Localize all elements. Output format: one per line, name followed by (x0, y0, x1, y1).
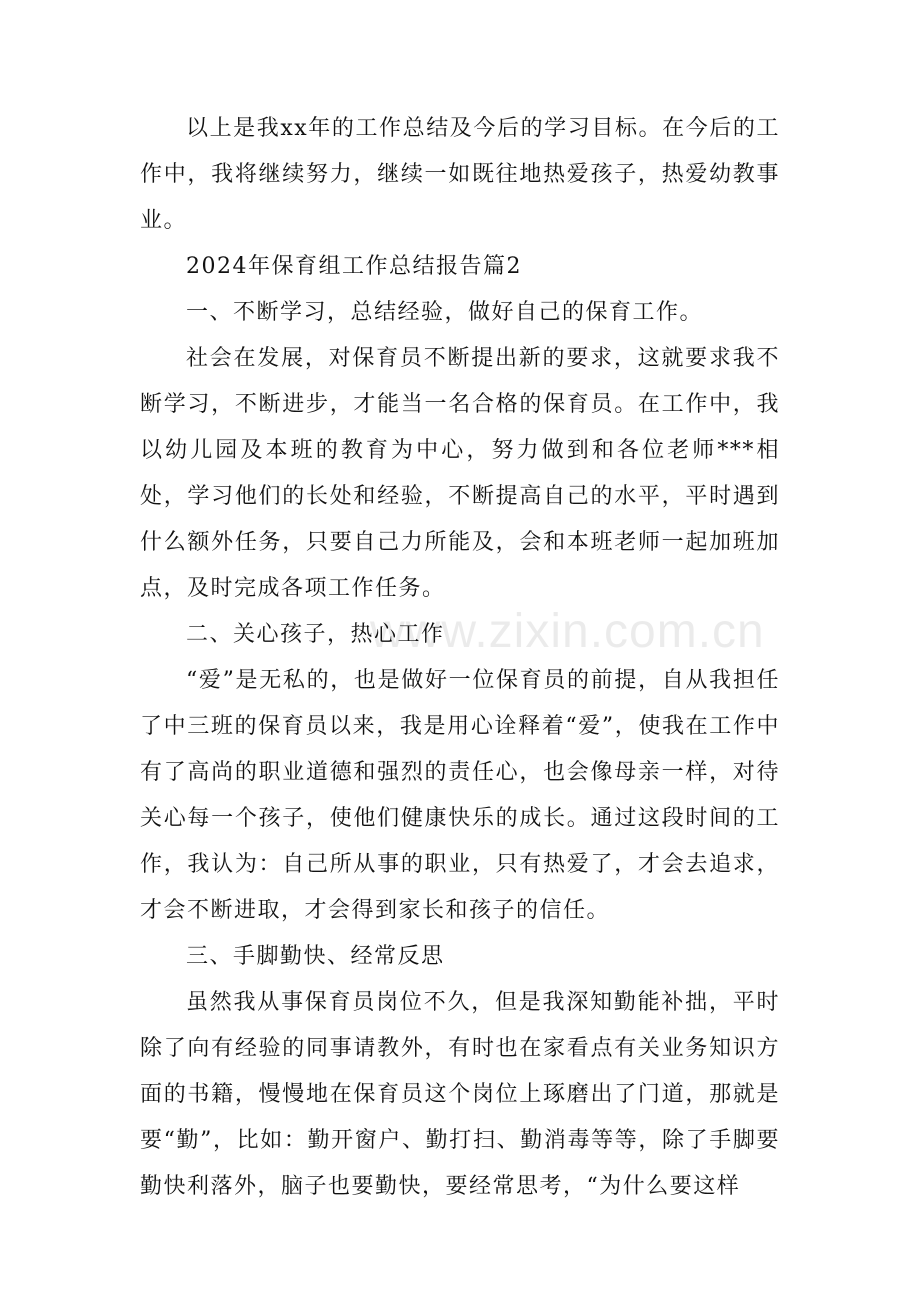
article-title: 2024年保育组工作总结报告篇2 (186, 254, 522, 279)
section-heading-1: 一、不断学习，总结经验，做好自己的保育工作。 (186, 300, 704, 325)
body-paragraph: “爱”是无私的，也是做好一位保育员的前提，自从我担任了中三班的保育员以来，我是用心诠释着“爱”，使我在工作中有了高尚的职业道德和强烈的责任心，也会像母亲一样，对待关心每一个孩子，使他们健康快乐的成长。通过这段时间的工作，我认为：自己所从事的职业，只有热爱了，才会去追求，才会不断进取，才会得到家长和孩子的信任。 (140, 668, 780, 923)
body-paragraph: 虽然我从事保育员岗位不久，但是我深知勤能补拙，平时除了向有经验的同事请教外，有时也在家看点有关业务知识方面的书籍，慢慢地在保育员这个岗位上琢磨出了门道，那就是要“勤”，比如：勤开窗户、勤打扫、勤消毒等等，除了手脚要勤快利落外，脑子也要勤快，要经常思考，“为什么要这样 (140, 990, 780, 1199)
section-heading-2: 二、关心孩子，热心工作 (186, 622, 445, 647)
section-heading-3: 三、手脚勤快、经常反思 (186, 944, 445, 969)
body-paragraph: 社会在发展，对保育员不断提出新的要求，这就要求我不断学习，不断进步，才能当一名合格的保育员。在工作中，我以幼儿园及本班的教育为中心，努力做到和各位老师***相处，学习他们的长处和经验，不断提高自己的水平，平时遇到什么额外任务，只要自己力所能及，会和本班老师一起加班加点，及时完成各项工作任务。 (140, 346, 780, 601)
watermark: www.zixin.com.cn (370, 605, 765, 658)
closing-paragraph: 以上是我xx年的工作总结及今后的学习目标。在今后的工作中，我将继续努力，继续一如既往地热爱孩子，热爱幼教事业。 (140, 116, 780, 233)
document-body (140, 106, 780, 1210)
